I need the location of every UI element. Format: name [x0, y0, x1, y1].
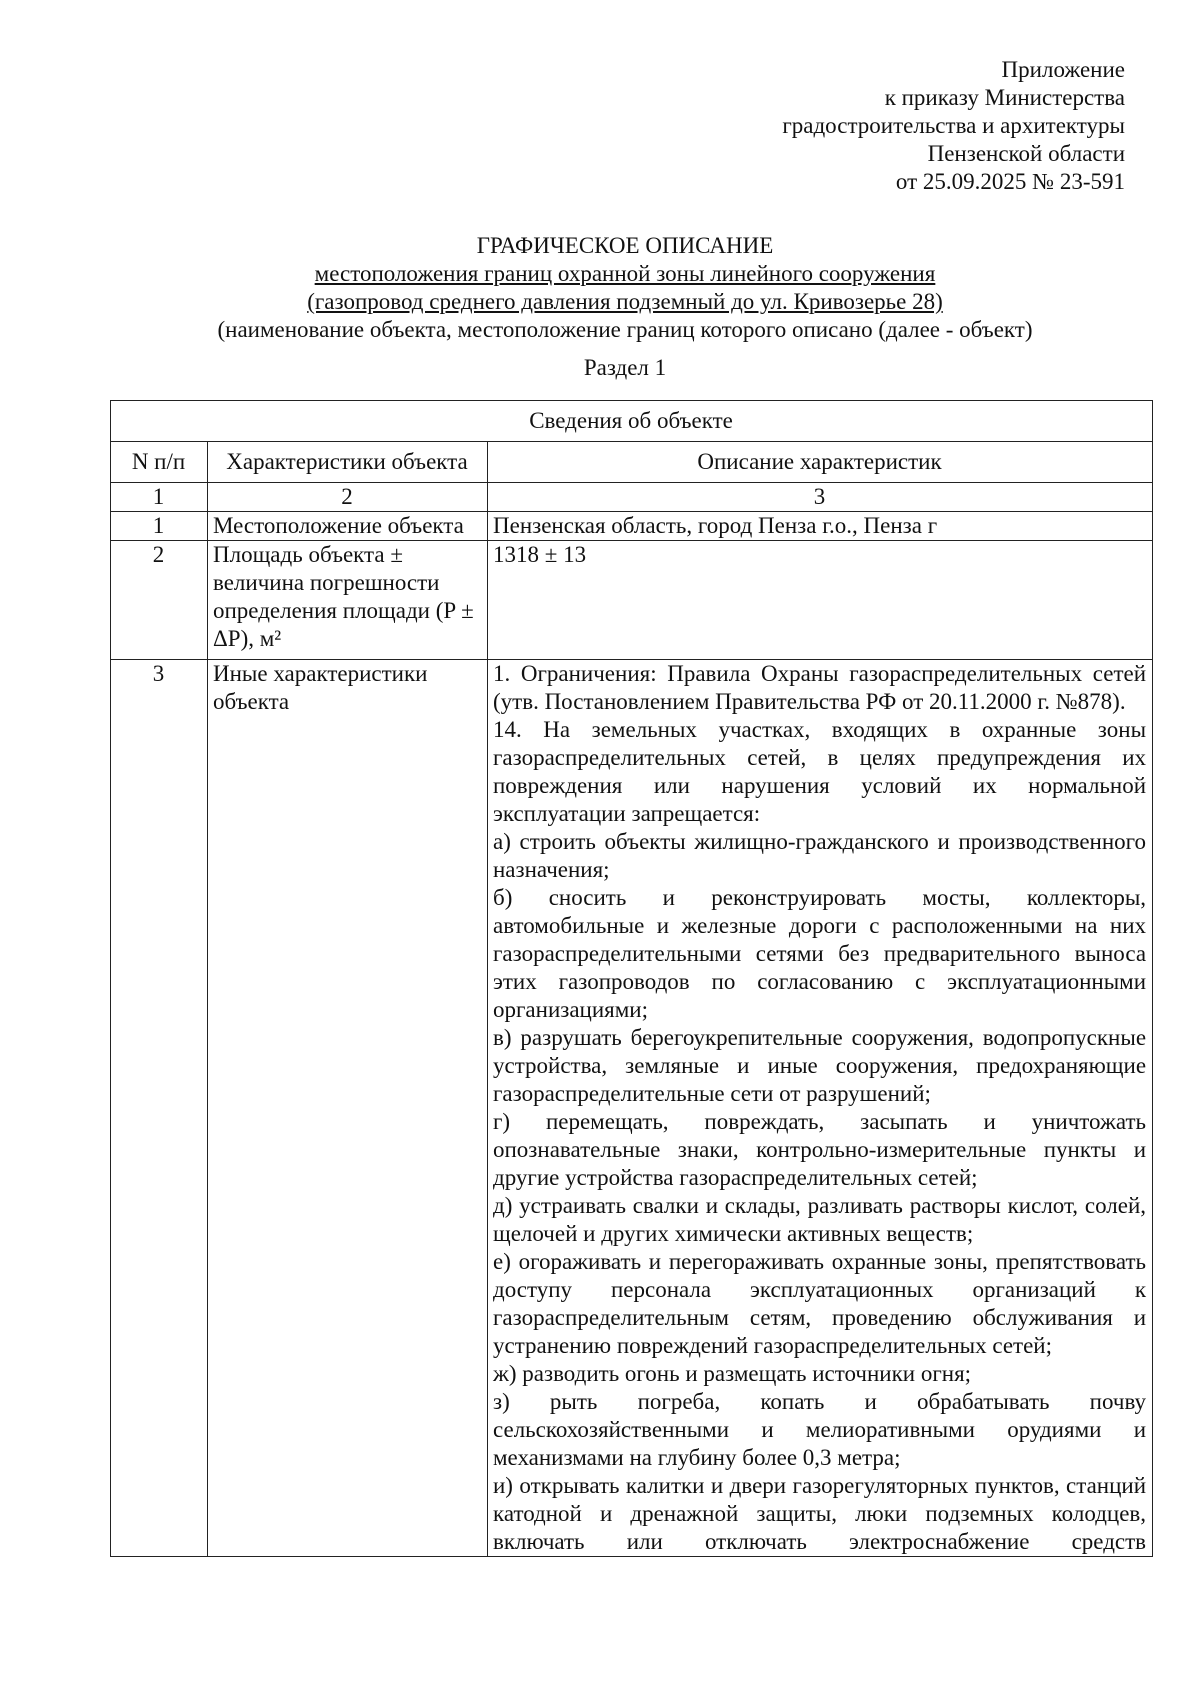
column-header: Характеристики объекта: [208, 442, 488, 483]
approval-line: Пензенской области: [927, 141, 1125, 166]
row-characteristic: Местоположение объекта: [208, 512, 488, 541]
row-characteristic: Площадь объекта ± величина погрешности определения площади (P ± ΔP), м²: [208, 541, 488, 660]
restriction-paragraph: 1. Ограничения: Правила Охраны газораспределительных сетей (утв. Постановлением Правительства РФ от 20.11.2000 г. №878).: [493, 661, 1147, 714]
column-number: 2: [208, 483, 488, 512]
restriction-paragraph: д) устраивать свалки и склады, разливать растворы кислот, солей, щелочей и других химически активных веществ;: [493, 1193, 1147, 1246]
row-number: 3: [111, 660, 208, 1557]
table-row: [111, 512, 1153, 541]
approval-block: [782, 56, 1125, 196]
restriction-paragraph: е) огораживать и перегораживать охранные зоны, препятствовать доступу персонала эксплуатационных организаций к газораспределительным сетям, проведению обслуживания и устранению повреждений газораспределительных сетей;: [493, 1249, 1147, 1358]
row-number: 2: [111, 541, 208, 660]
doc-heading: ГРАФИЧЕСКОЕ ОПИСАНИЕ: [476, 233, 774, 258]
column-header: Описание характеристик: [488, 442, 1153, 483]
restriction-paragraph: а) строить объекты жилищно-гражданского и производственного назначения;: [493, 829, 1147, 882]
title-block: [100, 232, 1150, 382]
approval-line: к приказу Министерства: [884, 85, 1125, 110]
restriction-paragraph: б) сносить и реконструировать мосты, коллекторы, автомобильные и железные дороги с расположенными на них газораспределительными сетями без предварительного выноса этих газопроводов по согласованию с эксплуатационными организациями;: [493, 885, 1147, 1022]
row-description: Пензенская область, город Пенза г.о., Пенза г: [488, 512, 1153, 541]
table-row: [111, 541, 1153, 660]
restriction-paragraph: и) открывать калитки и двери газорегуляторных пунктов, станций катодной и дренажной защиты, люки подземных колодцев, включать или отключать электроснабжение средств: [493, 1473, 1147, 1554]
doc-note: (наименование объекта, местоположение границ которого описано (далее - объект): [217, 317, 1033, 342]
restriction-paragraph: в) разрушать берегоукрепительные сооружения, водопропускные устройства, земляные и иные сооружения, предохраняющие газораспределительные сети от разрушений;: [493, 1025, 1147, 1106]
table-caption: Сведения об объекте: [111, 401, 1153, 442]
column-number: 1: [111, 483, 208, 512]
restriction-paragraph: г) перемещать, повреждать, засыпать и уничтожать опознавательные знаки, контрольно-измерительные пункты и другие устройства газораспределительных сетей;: [493, 1109, 1147, 1190]
column-number: 3: [488, 483, 1153, 512]
object-info-table: [110, 400, 1153, 1557]
doc-subtitle: (газопровод среднего давления подземный до ул. Кривозерье 28): [307, 289, 943, 314]
doc-subtitle: местоположения границ охранной зоны линейного сооружения: [314, 261, 936, 286]
approval-line: от 25.09.2025 № 23-591: [895, 169, 1125, 194]
row-characteristic: Иные характеристики объекта: [208, 660, 488, 1557]
restriction-paragraph: ж) разводить огонь и размещать источники огня;: [493, 1361, 972, 1386]
restriction-paragraph: 14. На земельных участках, входящих в охранные зоны газораспределительных сетей, в целях предупреждения их повреждения или нарушения условий их нормальной эксплуатации запрещается:: [493, 717, 1147, 826]
row-description: [488, 660, 1153, 1557]
restriction-paragraph: з) рыть погреба, копать и обрабатывать почву сельскохозяйственными и мелиоративными орудиями и механизмами на глубину более 0,3 метра;: [493, 1389, 1147, 1470]
table-row: [111, 660, 1153, 1557]
row-number: 1: [111, 512, 208, 541]
column-header: N п/п: [111, 442, 208, 483]
section-label: Раздел 1: [583, 355, 667, 380]
approval-line: Приложение: [1001, 57, 1125, 82]
approval-line: градостроительства и архитектуры: [782, 113, 1125, 138]
row-description: 1318 ± 13: [488, 541, 1153, 660]
